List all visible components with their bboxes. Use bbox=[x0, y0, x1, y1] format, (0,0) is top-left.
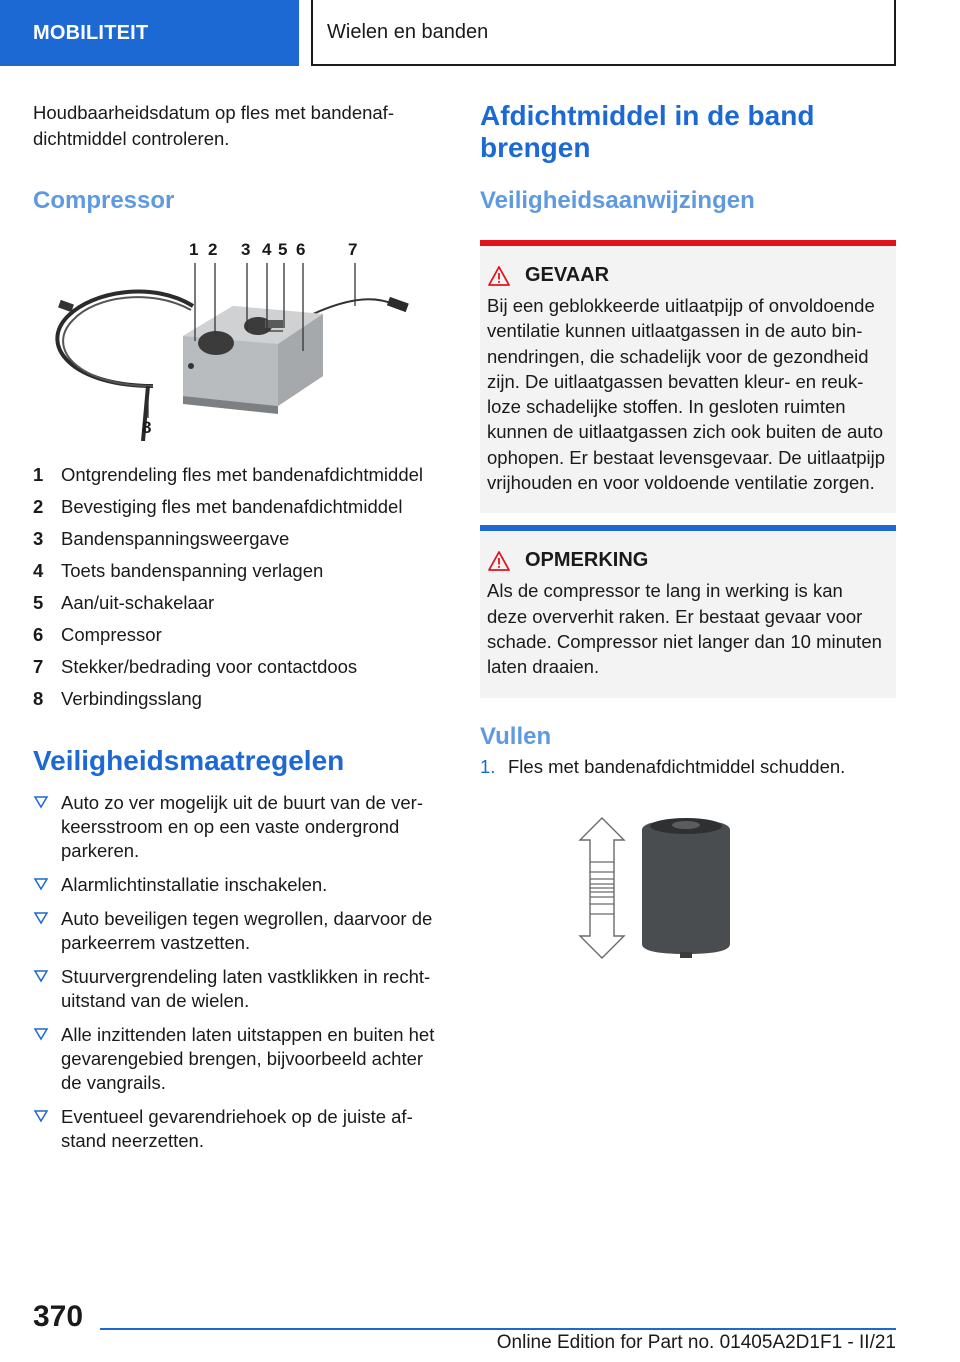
bullet-triangle-icon bbox=[33, 795, 49, 809]
warning-triangle-icon bbox=[487, 265, 511, 287]
compressor-illustration bbox=[33, 236, 445, 441]
callout-7: 7 bbox=[348, 240, 358, 259]
note-notice bbox=[480, 525, 896, 697]
legend-item: 7 Stekker/bedrading voor contactdoos bbox=[33, 656, 358, 677]
callout-3: 3 bbox=[241, 240, 251, 259]
list-item: Alle inzittenden laten uitstappen en buiten het gevarengebied brengen, bijvoorbeeld achter de vangrails. bbox=[33, 1023, 445, 1095]
legend-item: 5 Aan/uit-schakelaar bbox=[33, 592, 215, 613]
bullet-triangle-icon bbox=[33, 1109, 49, 1123]
chapter-tab bbox=[311, 0, 896, 66]
danger-label: GEVAAR bbox=[525, 264, 610, 286]
callout-8: 8 bbox=[142, 418, 152, 437]
intro-text: Houdbaarheidsdatum op fles met bandenafdichtmiddel controleren. bbox=[33, 102, 394, 149]
legend-item: 1 Ontgrendeling fles met bandenafdichtmiddel bbox=[33, 464, 424, 485]
section-title: MOBILITEIT bbox=[33, 21, 149, 44]
legend-item: 8 Verbindingsslang bbox=[33, 688, 202, 709]
shake-bottle-illustration bbox=[576, 816, 776, 966]
safety-list bbox=[33, 791, 445, 1153]
callout-1: 1 bbox=[189, 240, 199, 259]
legend-item: 3 Bandenspanningsweergave bbox=[33, 528, 290, 549]
danger-notice bbox=[480, 240, 896, 513]
bullet-triangle-icon bbox=[33, 969, 49, 983]
footer-rule bbox=[100, 1328, 896, 1330]
callout-4: 4 bbox=[262, 240, 272, 259]
note-label: OPMERKING bbox=[525, 549, 649, 572]
sealant-heading: Afdichtmiddel in de band brengen bbox=[480, 100, 815, 163]
right-column bbox=[480, 100, 896, 971]
figure-legend bbox=[33, 459, 445, 715]
note-header bbox=[487, 549, 888, 572]
list-item: Eventueel gevarendriehoek op de juiste afstand neerzetten. bbox=[33, 1105, 445, 1153]
danger-header bbox=[487, 264, 888, 287]
warning-triangle-icon bbox=[487, 550, 511, 572]
section-tab bbox=[0, 0, 299, 66]
callout-2: 2 bbox=[208, 240, 218, 259]
chapter-title: Wielen en banden bbox=[327, 20, 489, 43]
callout-5: 5 bbox=[278, 240, 288, 259]
list-item: Auto beveiligen tegen wegrollen, daarvoor de parkeerrem vastzetten. bbox=[33, 907, 445, 955]
danger-text: Bij een geblokkeerde uitlaatpijp of onvoldoende ventilatie kunnen uitlaatgassen in de auto binnendringen, die schadelijk voor de gezondheid zijn. De uitlaatgassen bevatten kleur- en reukloze schadelijke stoffen. In gesloten ruimten kunnen de uitlaatgassen zich ook buiten de auto ophopen. Er bestaat levensgevaar. De uitlaatpijp vrijhouden en voor voldoende ventilatie zorgen. bbox=[487, 295, 886, 494]
note-text: Als de compressor te lang in werking is kan deze oververhit raken. Er bestaat gevaar voor schade. Compressor niet langer dan 10 minuten laten draaien. bbox=[487, 580, 882, 678]
list-item: Auto zo ver mogelijk uit de buurt van de verkeersstroom en op een vaste ondergrond parkeren. bbox=[33, 791, 445, 863]
safety-heading: Veiligheidsmaatregelen bbox=[33, 745, 345, 776]
legend-item: 2 Bevestiging fles met bandenafdichtmiddel bbox=[33, 496, 403, 517]
list-item: Stuurvergrendeling laten vastklikken in rechtuitstand van de wielen. bbox=[33, 965, 445, 1013]
callout-6: 6 bbox=[296, 240, 306, 259]
compressor-heading: Compressor bbox=[33, 187, 175, 214]
legend-item: 4 Toets bandenspanning verlagen bbox=[33, 560, 324, 581]
bullet-triangle-icon bbox=[33, 877, 49, 891]
compressor-figure bbox=[33, 236, 445, 441]
page-number: 370 bbox=[33, 1300, 84, 1333]
bullet-triangle-icon bbox=[33, 911, 49, 925]
edition-info: Online Edition for Part no. 01405A2D1F1 - II/21 bbox=[496, 1332, 896, 1353]
fill-steps bbox=[480, 754, 896, 780]
safety-notes-heading: Veiligheidsaanwijzingen bbox=[480, 187, 755, 214]
step-item: 1. Fles met bandenafdichtmiddel schudden. bbox=[480, 755, 846, 777]
legend-item: 6 Compressor bbox=[33, 624, 162, 645]
list-item: Alarmlichtinstallatie inschakelen. bbox=[33, 873, 445, 897]
bullet-triangle-icon bbox=[33, 1027, 49, 1041]
left-column bbox=[33, 100, 445, 1163]
fill-heading: Vullen bbox=[480, 722, 552, 750]
